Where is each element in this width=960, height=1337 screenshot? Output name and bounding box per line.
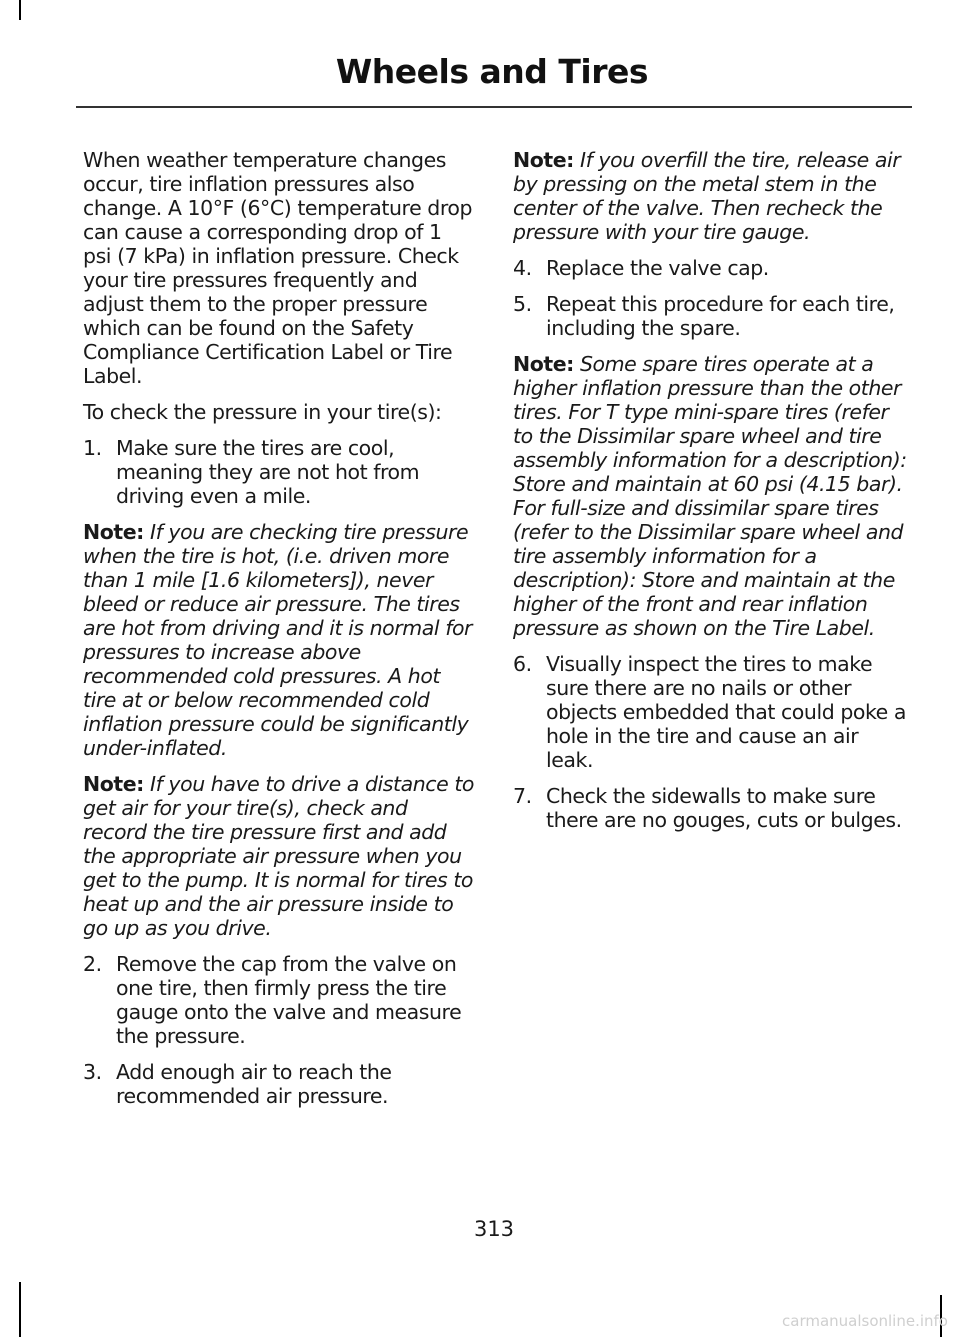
step-number: 6. — [513, 652, 532, 676]
step-number: 2. — [83, 952, 102, 976]
note-hot-tire — [83, 520, 475, 760]
note-spare-tires — [513, 352, 909, 640]
crop-mark-top-left — [19, 0, 21, 20]
note-overfill — [513, 148, 909, 244]
note-text: If you overfill the tire, release air by pressing on the metal stem in the center of the valve. Then recheck the pressure with your tire gauge. — [513, 148, 901, 244]
step-text: Add enough air to reach the recommended air pressure. — [116, 1060, 392, 1108]
left-column — [83, 148, 475, 1120]
note-text: If you are checking tire pressure when the tire is hot, (i.e. driven more than 1 mile [1.6 kilometers]), never bleed or reduce air pressure. The tires are hot from driving and it is normal for pressures to increase above recommended cold pressures. A hot tire at or below recommended cold inflation pressure could be significantly under-inflated. — [83, 520, 473, 760]
step-text: Repeat this procedure for each tire, including the spare. — [546, 292, 895, 340]
step-text: Visually inspect the tires to make sure there are no nails or other objects embedded that could poke a hole in the tire and cause an air leak. — [546, 652, 907, 772]
right-column — [513, 148, 909, 844]
step-text: Make sure the tires are cool, meaning they are not hot from driving even a mile. — [116, 436, 420, 508]
page-number: 313 — [473, 1217, 515, 1241]
step-3 — [83, 1060, 475, 1108]
note-label: Note: — [83, 772, 144, 796]
watermark: carmanualsonline.info — [782, 1312, 948, 1330]
step-number: 7. — [513, 784, 532, 808]
note-label: Note: — [513, 352, 574, 376]
intro-paragraph: When weather temperature changes occur, tire inflation pressures also change. A 10°F (6°C) temperature drop can cause a corresponding drop of 1 psi (7 kPa) in inflation pressure. Check your tire pressures frequently and adjust them to the proper pressure which can be found on the Safety Compliance Certification Label or Tire Label. — [83, 148, 473, 388]
note-text: If you have to drive a distance to get air for your tire(s), check and record the tire pressure first and add the appropriate air pressure when you get to the pump. It is normal for tires to heat up and the air pressure inside to go up as you drive. — [83, 772, 474, 940]
lead-in-paragraph: To check the pressure in your tire(s): — [83, 400, 442, 424]
step-number: 4. — [513, 256, 532, 280]
step-2 — [83, 952, 475, 1048]
note-drive-distance — [83, 772, 475, 940]
step-5 — [513, 292, 909, 340]
step-number: 1. — [83, 436, 102, 460]
step-number: 5. — [513, 292, 532, 316]
step-4 — [513, 256, 909, 280]
note-label: Note: — [513, 148, 574, 172]
step-7 — [513, 784, 909, 832]
step-number: 3. — [83, 1060, 102, 1084]
note-label: Note: — [83, 520, 144, 544]
step-6 — [513, 652, 909, 772]
step-1 — [83, 436, 475, 508]
step-text: Check the sidewalls to make sure there are no gouges, cuts or bulges. — [546, 784, 902, 832]
header-divider — [76, 106, 912, 108]
page-header-title: Wheels and Tires — [335, 52, 648, 91]
note-text: Some spare tires operate at a higher inflation pressure than the other tires. For T type mini-spare tires (refer to the Dissimilar spare wheel and tire assembly information for a description): Store and maintain at 60 psi (4.15 bar). For full-size and dissimilar spare tires (refer to the Dissimilar spare wheel and tire assembly information for a description): Store and maintain at the higher of the front and rear inflation pressure as shown on the Tire Label. — [513, 352, 907, 640]
step-text: Remove the cap from the valve on one tire, then firmly press the tire gauge onto the valve and measure the pressure. — [116, 952, 462, 1048]
step-text: Replace the valve cap. — [546, 256, 769, 280]
crop-mark-bottom-left — [19, 1282, 21, 1337]
